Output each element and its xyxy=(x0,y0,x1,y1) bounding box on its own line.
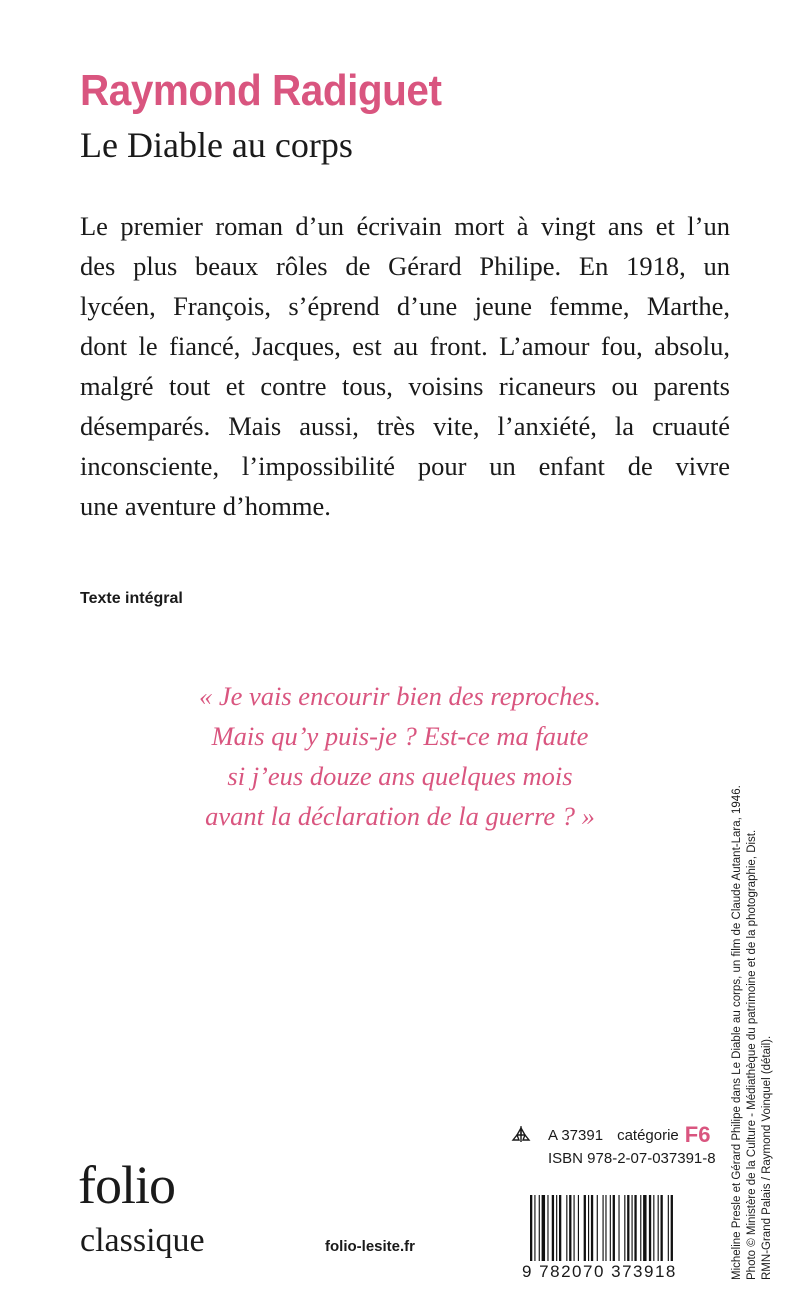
catalog-code: A 37391 xyxy=(548,1126,604,1144)
photo-credit-line: RMN-Grand Palais / Raymond Voinquel (détail). xyxy=(761,1035,773,1280)
brand-collection: classique xyxy=(80,1222,205,1259)
photo-credit-line: Micheline Presle et Gérard Philipe dans Le Diable au corps, un film de Claude Autant-Lara, 1946. xyxy=(731,785,743,1280)
publisher-logo-icon xyxy=(510,1126,532,1144)
website-link[interactable]: folio-lesite.fr xyxy=(325,1238,416,1255)
blurb xyxy=(80,206,730,526)
blurb-line: une aventure d’homme. xyxy=(80,491,331,521)
publisher-code-line xyxy=(510,1122,716,1148)
quote-line: Mais qu’y puis-je ? Est-ce ma faute xyxy=(211,721,589,751)
blurb-line: inconsciente, l’impossibilité pour un enfant de vivre xyxy=(80,451,730,481)
blurb-line: dont le fiancé, Jacques, est au front. L’amour fou, absolu, xyxy=(80,331,730,361)
blurb-line: des plus beaux rôles de Gérard Philipe. En 1918, un xyxy=(80,251,730,281)
photo-credit-line: Photo © Ministère de la Culture - Médiathèque du patrimoine et de la photographie, Dist. xyxy=(746,829,758,1280)
integral-text-label: Texte intégral xyxy=(80,590,183,607)
quote xyxy=(160,676,640,836)
barcode xyxy=(530,1195,720,1261)
book-title: Le Diable au corps xyxy=(80,125,353,165)
category-label: catégorie xyxy=(617,1126,679,1144)
brand-logo-folio: folio xyxy=(78,1155,175,1215)
quote-line: avant la déclaration de la guerre ? » xyxy=(205,801,595,831)
blurb-line: désemparés. Mais aussi, très vite, l’anxiété, la cruauté xyxy=(80,411,730,441)
blurb-line: malgré tout et contre tous, voisins ricaneurs ou parents xyxy=(80,371,730,401)
blurb-line: lycéen, François, s’éprend d’une jeune femme, Marthe, xyxy=(80,291,730,321)
quote-line: si j’eus douze ans quelques mois xyxy=(227,761,573,791)
quote-line: « Je vais encourir bien des reproches. xyxy=(198,681,602,711)
photo-credit xyxy=(730,785,775,1280)
blurb-line: Le premier roman d’un écrivain mort à vingt ans et l’un xyxy=(80,211,730,241)
author-name: Raymond Radiguet xyxy=(80,66,442,115)
publisher-info xyxy=(510,1122,716,1167)
barcode-digits: 9 782070 373918 xyxy=(522,1262,677,1281)
isbn: ISBN 978-2-07-037391-8 xyxy=(548,1150,716,1167)
category-badge: F6 xyxy=(684,1122,711,1147)
